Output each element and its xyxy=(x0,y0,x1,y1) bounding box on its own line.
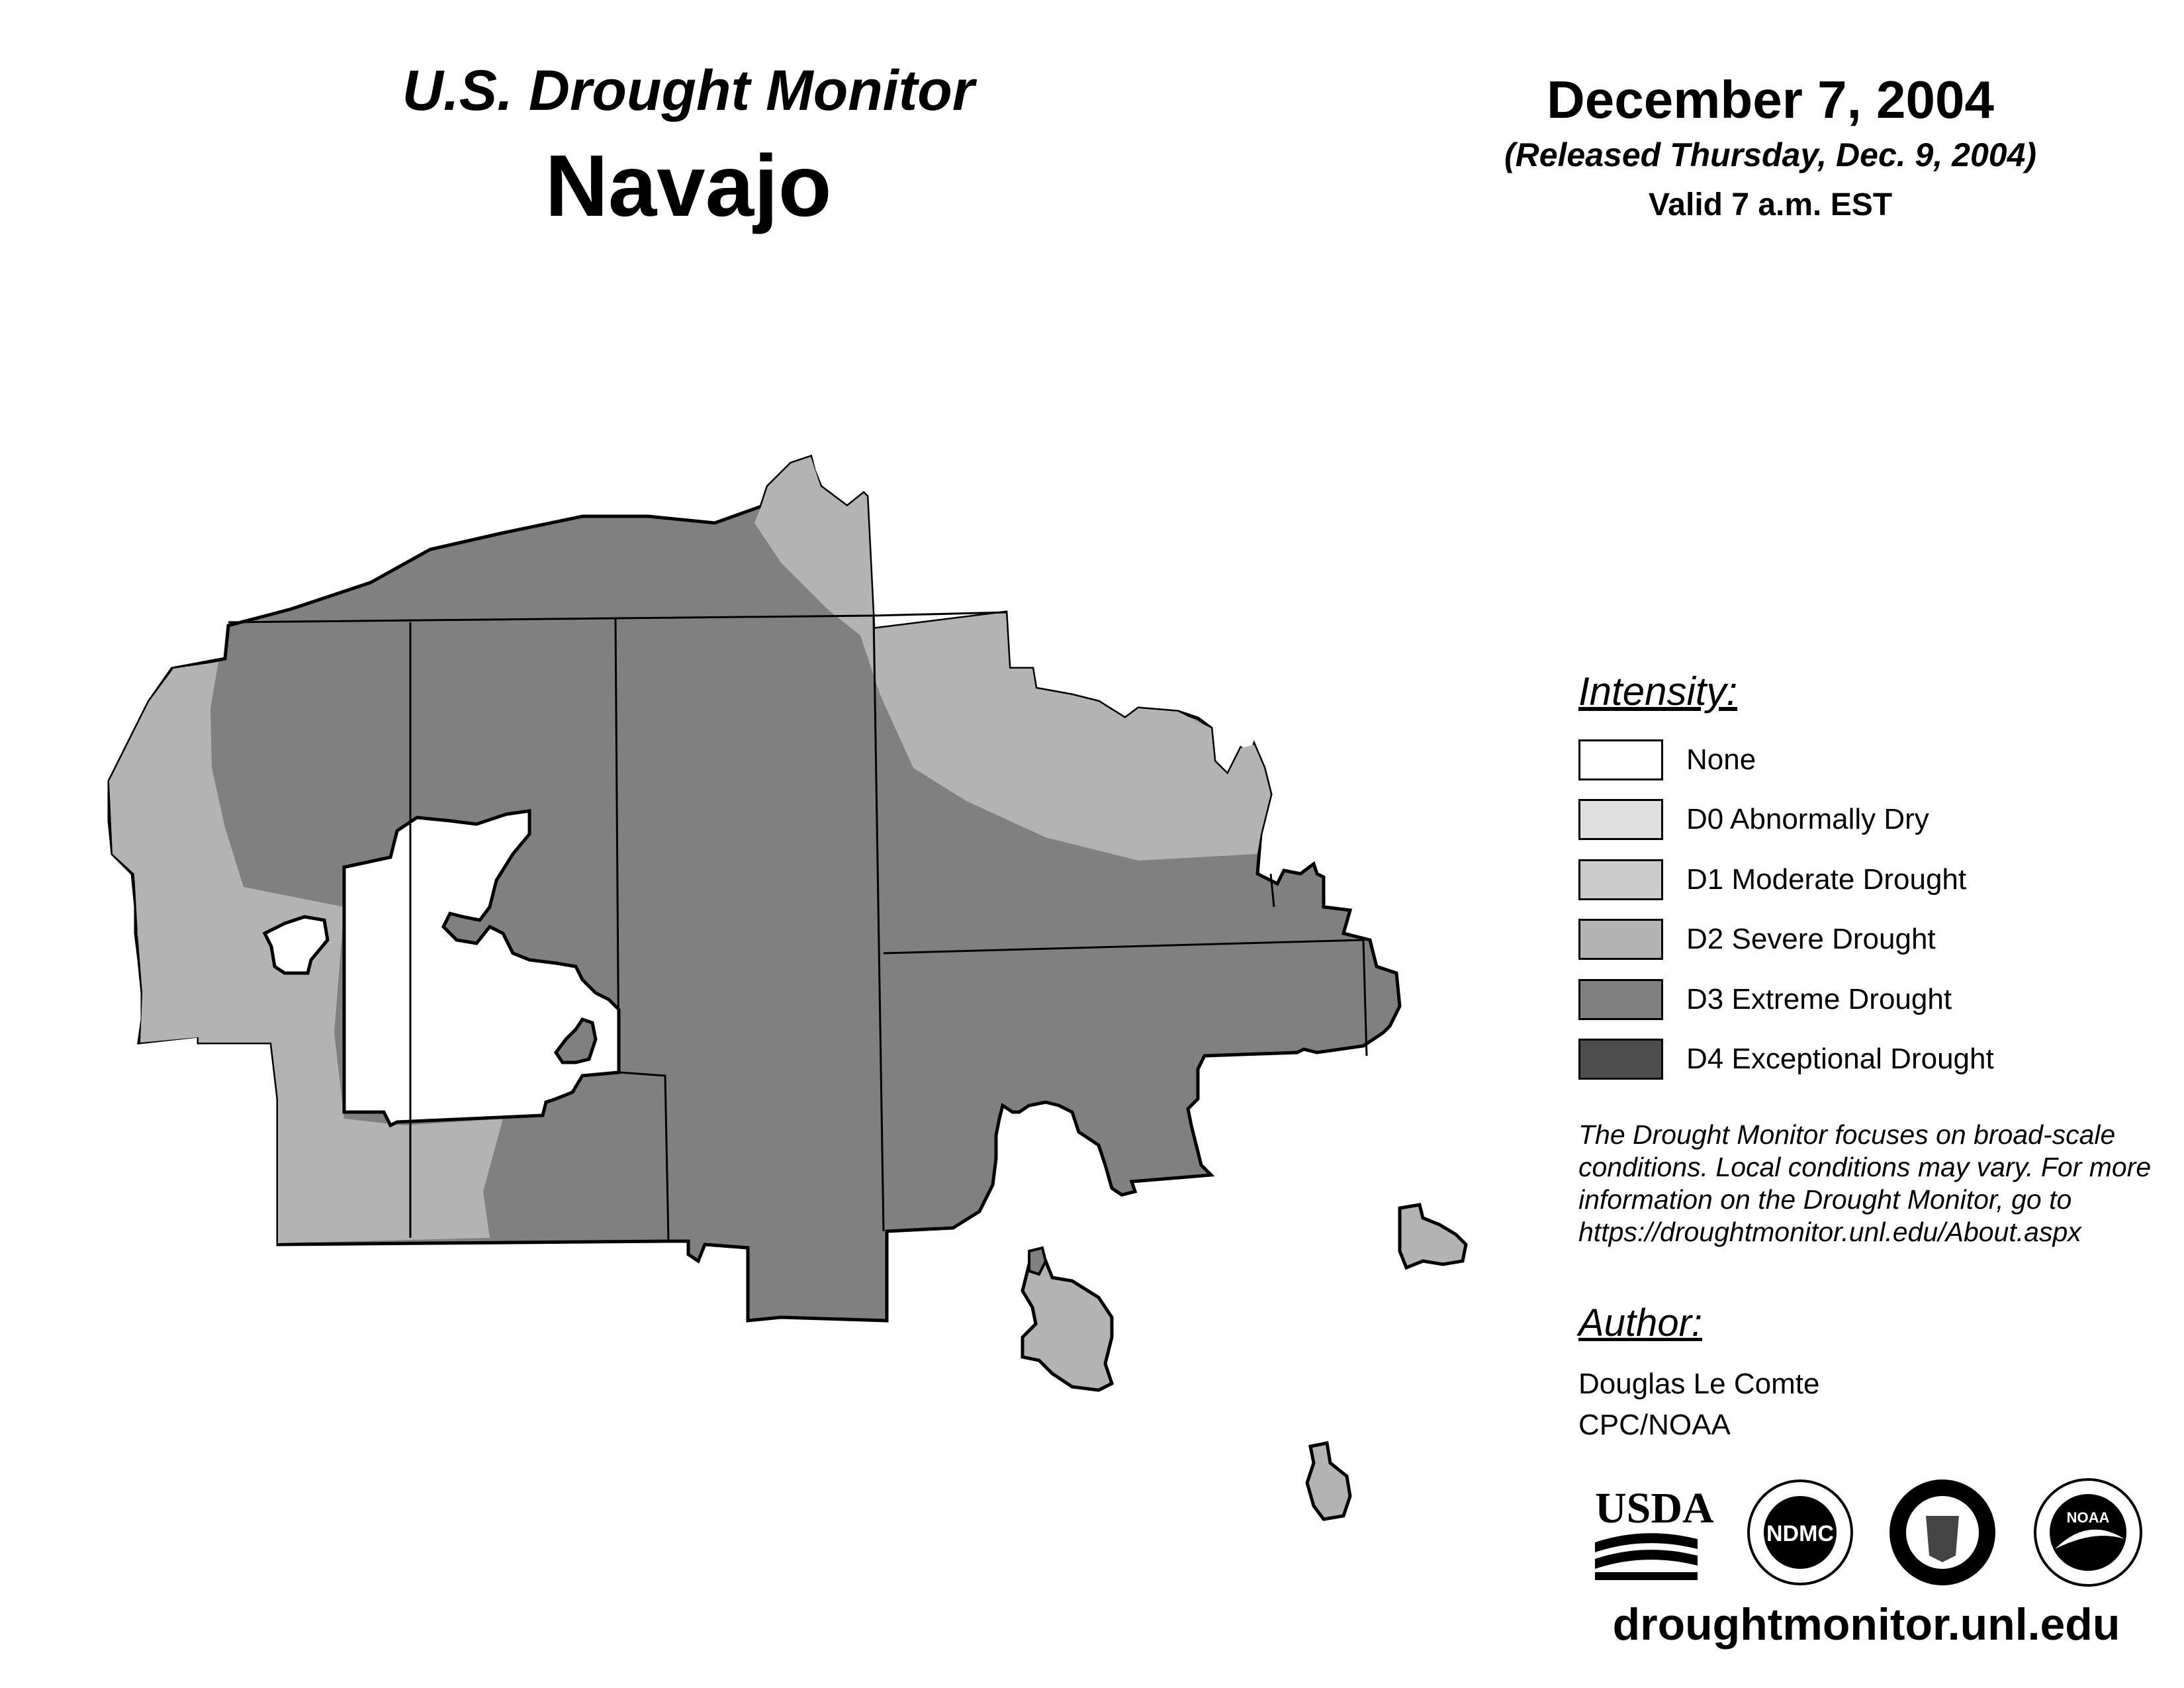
legend-swatch-d3 xyxy=(1578,979,1663,1020)
valid-time: Valid 7 a.m. EST xyxy=(1648,187,1893,222)
region-d2-island-southeast xyxy=(1307,1443,1350,1519)
legend-title: Intensity: xyxy=(1578,669,1738,714)
legend-label: D4 Exceptional Drought xyxy=(1686,1043,1994,1075)
map-region-title: Navajo xyxy=(545,137,832,234)
region-d2-island-east xyxy=(1400,1205,1466,1268)
region-d2-island-south xyxy=(1023,1261,1112,1390)
author-name: Douglas Le Comte xyxy=(1578,1368,1820,1400)
legend-item-d1 xyxy=(1578,858,1966,902)
legend-label: D2 Severe Drought xyxy=(1686,923,1936,955)
legend-swatch-d1 xyxy=(1578,859,1663,900)
drought-monitor-note: The Drought Monitor focuses on broad-scale conditions. Local conditions may vary. For more information on the Drought Monitor, go to https://droughtmonitor.unl.edu/About.aspx xyxy=(1578,1119,2152,1247)
map-program-title: U.S. Drought Monitor xyxy=(402,59,975,122)
legend-item-d0 xyxy=(1578,798,1929,841)
legend-label: D0 Abnormally Dry xyxy=(1686,803,1929,835)
noaa-logo-icon xyxy=(2035,1479,2141,1585)
legend-item-d4 xyxy=(1578,1037,1994,1081)
usda-logo-icon xyxy=(1595,1484,1714,1580)
author-block xyxy=(1578,1364,1819,1446)
legend-label: D3 Extreme Drought xyxy=(1686,983,1952,1015)
svg-text:NDMC: NDMC xyxy=(1766,1521,1834,1546)
commerce-seal-icon xyxy=(1889,1479,1995,1585)
footer-url-link[interactable]: droughtmonitor.unl.edu xyxy=(1612,1599,2120,1650)
author-org: CPC/NOAA xyxy=(1578,1409,1731,1441)
agency-logos xyxy=(1592,1476,2161,1589)
release-date: (Released Thursday, Dec. 9, 2004) xyxy=(1504,136,2037,173)
svg-text:USDA: USDA xyxy=(1595,1484,1714,1532)
legend-item-d2 xyxy=(1578,917,1936,961)
legend-swatch-d4 xyxy=(1578,1039,1663,1080)
legend-item-d3 xyxy=(1578,978,1952,1021)
ndmc-logo-icon xyxy=(1749,1481,1852,1584)
legend-swatch-d0 xyxy=(1578,799,1663,840)
svg-text:NOAA: NOAA xyxy=(2066,1509,2110,1526)
author-title: Author: xyxy=(1578,1301,1702,1344)
legend-label: None xyxy=(1686,743,1756,776)
legend-swatch-none xyxy=(1578,739,1663,780)
legend-item-none xyxy=(1578,738,1756,782)
legend-label: D1 Moderate Drought xyxy=(1686,863,1967,896)
legend-swatch-d2 xyxy=(1578,919,1663,960)
map-date: December 7, 2004 xyxy=(1546,70,1994,129)
